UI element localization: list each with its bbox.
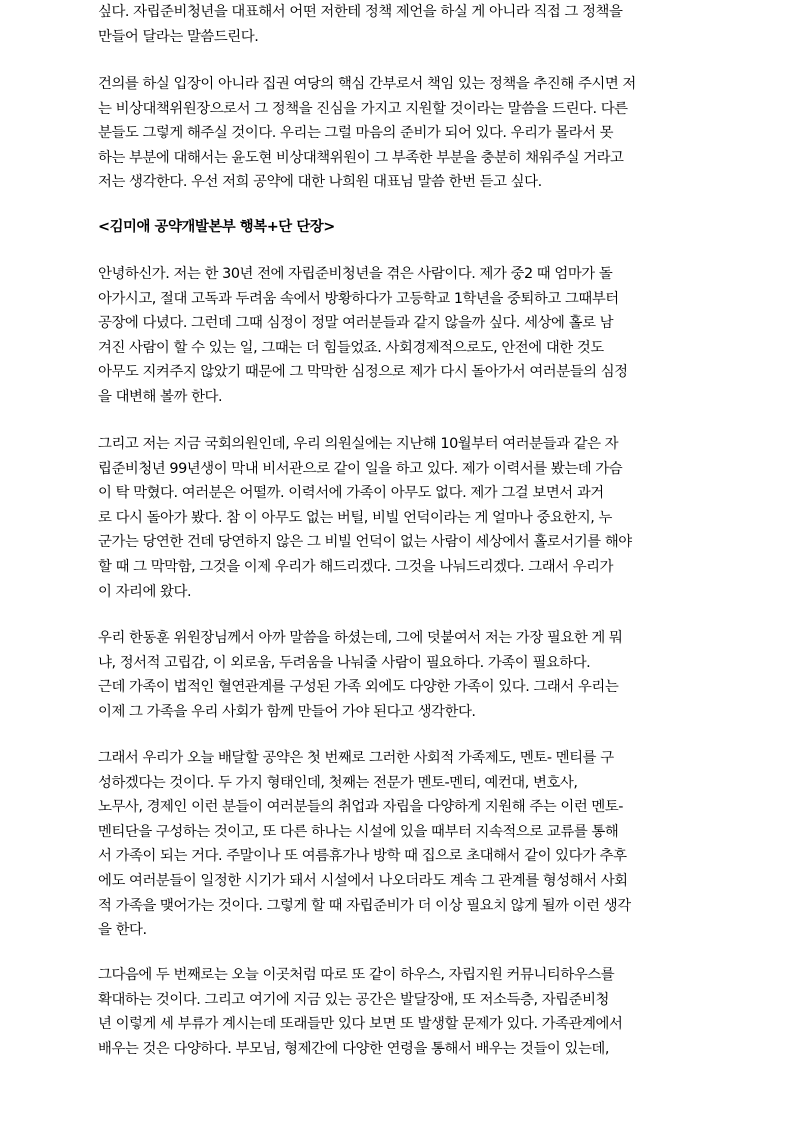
text-line: 에도 여러분들이 일정한 시기가 돼서 시설에서 나오더라도 계속 그 관계를 형성해서 사회 <box>98 872 628 889</box>
text-line: 로 다시 돌아가 봤다. 참 이 아무도 없는 버틸, 비빌 언덕이라는 게 얼마나 중요한지, 누 <box>98 509 613 526</box>
text-line: 이제 그 가족을 우리 사회가 함께 만들어 가야 된다고 생각한다. <box>98 703 476 720</box>
text-line: 아가시고, 절대 고독과 두려움 속에서 방황하다가 고등학교 1학년을 중퇴하고 그때부터 <box>98 290 619 307</box>
paragraph-7 <box>98 963 622 1061</box>
text-line: 싶다. 자립준비청년을 대표해서 어떤 저한테 정책 제언을 하실 게 아니라 직접 그 정책을 <box>98 4 623 20</box>
text-line: 멘티단을 구성하는 것이고, 또 다른 하나는 시설에 있을 때부터 지속적으로 교류를 통해 <box>98 823 619 840</box>
text-line: 아무도 지켜주지 않았기 때문에 그 막막한 심정으로 제가 다시 돌아가서 여러분들의 심정 <box>98 364 628 381</box>
text-line: 그다음에 두 번째로는 오늘 이곳처럼 따로 또 같이 하우스, 자립지원 커뮤니티하우스를 <box>98 967 615 983</box>
paragraph-6 <box>98 746 631 943</box>
text-line: 는 비상대책위원장으로서 그 정책을 진심을 가지고 지원할 것이라는 말씀을 드린다. 다른 <box>98 100 628 117</box>
text-line: 그래서 우리가 오늘 배달할 공약은 첫 번째로 그러한 사회적 가족제도, 멘토- 멘티를 구 <box>98 750 614 766</box>
text-line: 을 대변해 볼까 한다. <box>98 388 223 405</box>
text-line: 저는 생각한다. 우선 저희 공약에 대한 나희원 대표님 말씀 한번 듣고 싶다. <box>98 174 542 191</box>
text-line: 겨진 사람이 할 수 있는 일, 그때는 더 힘들었죠. 사회경제적으로도, 안전에 대한 것도 <box>98 339 604 356</box>
text-line: 성하겠다는 것이다. 두 가지 형태인데, 첫째는 전문가 멘토-멘티, 예컨대, 변호사, <box>98 774 578 791</box>
text-line: 을 한다. <box>98 922 147 939</box>
paragraph-2 <box>98 72 636 195</box>
text-line: 배우는 것은 다양하다. 부모님, 형제간에 다양한 연령을 통해서 배우는 것들이 있는데, <box>98 1040 609 1057</box>
text-line: 적 가족을 맺어가는 것이다. 그렇게 할 때 자립준비가 더 이상 필요치 않게 될까 이런 생각 <box>98 897 631 914</box>
text-line: 확대하는 것이다. 그리고 여기에 지금 있는 공간은 발달장애, 또 저소득층, 자립준비청 <box>98 991 609 1008</box>
text-line: 분들도 그렇게 해주실 것이다. 우리는 그럴 마음의 준비가 되어 있다. 우리가 몰라서 못 <box>98 125 614 142</box>
text-line: 그리고 저는 지금 국회의원인데, 우리 의원실에는 지난해 10월부터 여러분들과 같은 자 <box>98 436 619 452</box>
text-line: 이 탁 막혔다. 여러분은 어떨까. 이력서에 가족이 아무도 없다. 제가 그걸 보면서 과거 <box>98 485 604 502</box>
section-heading <box>98 215 335 240</box>
text-line: 공장에 다녔다. 그런데 그때 심정이 정말 여러분들과 같지 않을까 싶다. 세상에 홀로 남 <box>98 315 614 332</box>
text-line: 립준비청년 99년생이 막내 비서관으로 같이 일을 하고 있다. 제가 이력서를 봤는데 가슴 <box>98 460 623 477</box>
text-line: 노무사, 경제인 이런 분들이 여러분들의 취업과 자립을 다양하게 지원해 주는 이런 멘토- <box>98 799 624 816</box>
text-line: 근데 가족이 법적인 혈연관계를 구성된 가족 외에도 다양한 가족이 있다. 그래서 우리는 <box>98 679 619 696</box>
text-line: 군가는 당연한 건데 당연하지 않은 그 비빌 언덕이 없는 사람이 세상에서 홀로서기를 해야 <box>98 534 632 551</box>
text-line: 우리 한동훈 위원장님께서 아까 말씀을 하셨는데, 그에 덧붙여서 저는 가장 필요한 게 뭐 <box>98 630 623 646</box>
paragraph-5 <box>98 626 622 724</box>
text-line: 안녕하신가. 저는 한 30년 전에 자립준비청년을 겪은 사람이다. 제가 중2 때 엄마가 돌 <box>98 266 613 282</box>
text-line: 이 자리에 왔다. <box>98 583 192 600</box>
text-line: 서 가족이 되는 거다. 주말이나 또 여름휴가나 방학 때 집으로 초대해서 같이 있다가 추후 <box>98 848 627 865</box>
text-line: 할 때 그 막막함, 그것을 이제 우리가 해드리겠다. 그것을 나눠드리겠다. 그래서 우리가 <box>98 558 614 575</box>
text-line: 하는 부분에 대해서는 윤도현 비상대책위원이 그 부족한 부분을 충분히 채워주실 거라고 <box>98 149 624 166</box>
paragraph-3 <box>98 262 628 410</box>
text-line: 만들어 달라는 말씀드린다. <box>98 28 259 45</box>
heading-line: <김미애 공약개발본부 행복+단 단장> <box>98 219 335 235</box>
paragraph-1 <box>98 0 622 49</box>
text-line: 냐, 정서적 고립감, 이 외로움, 두려움을 나눠줄 사람이 필요하다. 가족이 필요하다. <box>98 654 591 671</box>
text-line: 건의를 하실 입장이 아니라 집권 여당의 핵심 간부로서 책임 있는 정책을 추진해 주시면 저 <box>98 76 636 92</box>
paragraph-4 <box>98 432 632 604</box>
text-line: 년 이렇게 세 부류가 계시는데 또래들만 있다 보면 또 발생할 문제가 있다. 가족관계에서 <box>98 1016 623 1033</box>
